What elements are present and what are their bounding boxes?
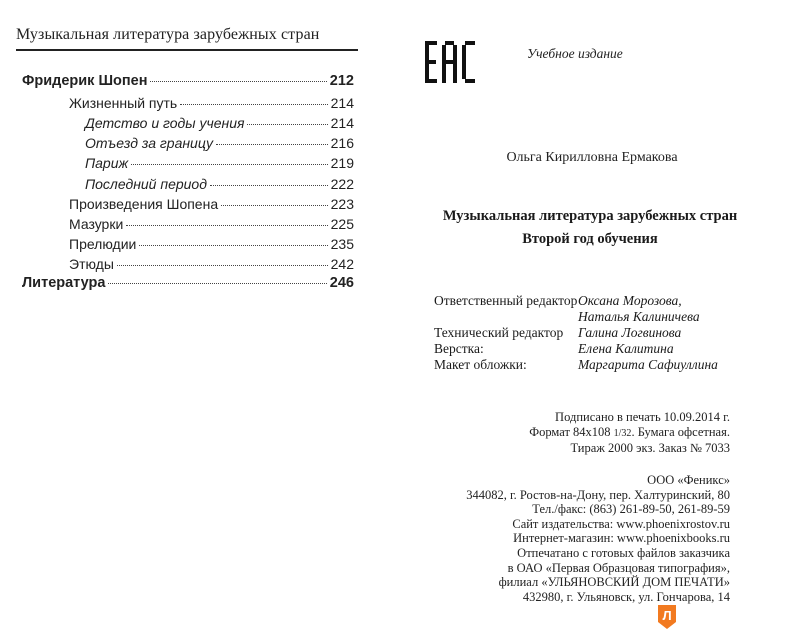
- toc-entry-label: Париж: [85, 155, 129, 171]
- book-subtitle-line: Второй год обучения: [522, 231, 658, 247]
- toc-entry-page: 214: [330, 115, 354, 131]
- right-page: [400, 0, 800, 637]
- toc-leader-dots: [247, 124, 327, 125]
- toc-leader-dots: [221, 205, 328, 206]
- toc-entry-page: 212: [329, 73, 354, 89]
- printer-line: в ОАО «Первая Образцовая типография»,: [507, 560, 730, 575]
- litres-badge-letter: Л: [662, 608, 672, 623]
- toc-entry-page: 214: [330, 95, 354, 111]
- toc-entry[interactable]: [69, 95, 354, 111]
- printer-line: Отпечатано с готовых файлов заказчика: [517, 546, 730, 560]
- printer-info: [430, 546, 730, 604]
- toc-entry[interactable]: [69, 256, 354, 272]
- toc-entry-page: 216: [330, 135, 354, 151]
- toc-entry[interactable]: [69, 216, 354, 232]
- toc-entry-page: 222: [330, 176, 354, 192]
- toc-entry-page: 235: [330, 236, 354, 252]
- publisher-line: Тел./факс: (863) 261-89-50, 261-89-59: [532, 502, 730, 516]
- toc-entry[interactable]: [85, 176, 354, 192]
- toc-leader-dots: [216, 144, 328, 145]
- toc-leader-dots: [108, 283, 326, 284]
- credit-role: Ответственный редактор: [434, 293, 578, 308]
- format-suffix: . Бумага офсетная.: [631, 424, 730, 439]
- toc-entry[interactable]: [69, 236, 354, 252]
- toc-entry-page: 223: [330, 196, 354, 212]
- credit-name: Маргарита Сафиуллина: [578, 357, 718, 372]
- toc-leader-dots: [210, 185, 328, 186]
- toc-entry-page: 225: [330, 216, 354, 232]
- book-title-line: Музыкальная литература зарубежных стран: [442, 208, 738, 224]
- print-info: [430, 410, 730, 456]
- toc-entry[interactable]: [22, 73, 354, 89]
- toc-entry-label: Фридерик Шопен: [22, 73, 148, 89]
- format-prefix: Формат 84х108: [529, 424, 611, 439]
- toc-entry-label: Жизненный путь: [69, 95, 178, 111]
- toc-entry[interactable]: [85, 115, 354, 131]
- toc-entry-label: Этюды: [69, 256, 114, 272]
- toc-entry-label: Произведения Шопена: [69, 196, 219, 212]
- toc-leader-dots: [131, 164, 328, 165]
- toc-entry-page: 219: [330, 155, 354, 171]
- book-title: [420, 205, 760, 251]
- toc-entry[interactable]: [85, 135, 354, 151]
- toc-entry-label: Детство и годы учения: [85, 115, 245, 131]
- edition-type: Учебное издание: [527, 46, 623, 61]
- toc-entry[interactable]: [22, 275, 354, 291]
- credit-name: Елена Калитина: [578, 341, 674, 356]
- toc-entry[interactable]: [85, 155, 354, 171]
- toc-entry-label: Прелюдии: [69, 236, 137, 252]
- toc-entry-page: 246: [329, 275, 354, 291]
- publisher-line: 344082, г. Ростов-на-Дону, пер. Халтуринский, 80: [466, 487, 730, 502]
- credit-name: Оксана Морозова,: [578, 293, 682, 308]
- running-head: Музыкальная литература зарубежных стран: [16, 26, 320, 43]
- toc-leader-dots: [139, 245, 327, 246]
- toc-entry-label: Отъезд за границу: [85, 135, 214, 151]
- print-run: Тираж 2000 экз. Заказ № 7033: [570, 441, 730, 455]
- toc-entry-page: 242: [330, 256, 354, 272]
- publisher-line: ООО «Феникс»: [647, 473, 730, 487]
- toc-leader-dots: [150, 81, 326, 82]
- publisher-line: Сайт издательства: www.phoenixrostov.ru: [512, 516, 730, 531]
- credit-role: Верстка:: [434, 341, 484, 356]
- toc-leader-dots: [117, 265, 328, 266]
- eac-mark-icon: [424, 40, 476, 84]
- signed-date: Подписано в печать 10.09.2014 г.: [555, 410, 730, 424]
- credit-role: Макет обложки:: [434, 357, 527, 372]
- credit-name: Наталья Калиничева: [578, 309, 700, 324]
- toc-entry[interactable]: [69, 196, 354, 212]
- toc-entry-label: Литература: [22, 275, 106, 291]
- litres-badge-icon: [656, 604, 678, 630]
- printer-line: 432980, г. Ульяновск, ул. Гончарова, 14: [522, 589, 730, 604]
- author-name: Ольга Кирилловна Ермакова: [506, 150, 678, 165]
- printer-line: филиал «УЛЬЯНОВСКИЙ ДОМ ПЕЧАТИ»: [498, 575, 730, 589]
- toc-entry-label: Мазурки: [69, 216, 124, 232]
- running-head-rule: [16, 49, 358, 51]
- format-fraction: 1/32: [613, 427, 632, 439]
- toc-entry-label: Последний период: [85, 176, 207, 192]
- format-line: [430, 425, 730, 442]
- credit-role: Технический редактор: [434, 325, 564, 340]
- publisher-line: Интернет-магазин: www.phoenixbooks.ru: [513, 531, 730, 545]
- credit-name: Галина Логвинова: [578, 325, 682, 340]
- publisher-info: [430, 473, 730, 546]
- toc-leader-dots: [126, 225, 327, 226]
- toc-leader-dots: [180, 104, 327, 105]
